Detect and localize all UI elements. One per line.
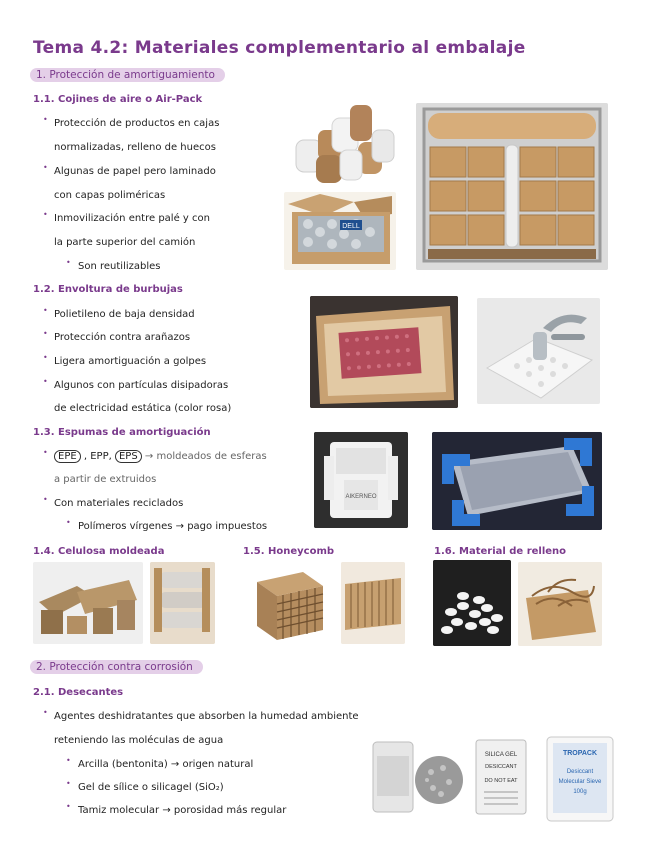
blue-foam-corners-image (432, 432, 602, 530)
subsection-1-2-heading: 1.2. Envoltura de burbujas (33, 284, 183, 295)
bullet-icon: • (43, 448, 48, 457)
text-line: Agentes deshidratantes que absorben la humedad ambiente (54, 711, 359, 722)
bullet-icon: • (66, 258, 71, 267)
pink-bubble-wrap-box-image (310, 296, 458, 408)
eps-label: EPS (115, 450, 142, 463)
truck-dunnage-bag-image (416, 103, 608, 270)
text-line: Ligera amortiguación a golpes (54, 356, 207, 367)
brand-label: TROPACK (562, 750, 598, 757)
bullet-icon: • (43, 329, 48, 338)
text-line: normalizadas, relleno de huecos (54, 142, 216, 153)
loose-fill-peanuts-image (433, 560, 511, 646)
bullet-icon: • (43, 115, 48, 124)
text-line: Protección contra arañazos (54, 332, 191, 343)
subsection-1-6-heading: 1.6. Material de relleno (434, 546, 567, 557)
text-line: Gel de sílice o silicagel (SiO₂) (78, 782, 224, 793)
bullet-icon: • (66, 802, 71, 811)
arrow-icon: → (144, 451, 154, 462)
sachet-label: Molecular Sieve (558, 779, 602, 785)
section-2-heading: 2. Protección contra corrosión (30, 660, 203, 674)
text-line: la parte superior del camión (54, 237, 196, 248)
bullet-icon: • (43, 210, 48, 219)
text-line: Protección de productos en cajas (54, 118, 220, 129)
text-line: Arcilla (bentonita) → origen natural (78, 759, 254, 770)
paper-fill-box-image (518, 562, 602, 646)
epp-label: EPP, (90, 451, 112, 462)
bubble-wrap-faucet-image (477, 298, 600, 404)
text-line: Inmovilización entre palé y con (54, 213, 210, 224)
text-line: Son reutilizables (78, 261, 161, 272)
bullet-icon: • (43, 353, 48, 362)
subsection-1-3-heading: 1.3. Espumas de amortiguación (33, 427, 211, 438)
bullet-icon: • (43, 306, 48, 315)
note-text-continued: a partir de extruidos (54, 474, 157, 485)
text-line: Polímeros vírgenes → pago impuestos (78, 521, 268, 532)
text-line: reteniendo las moléculas de agua (54, 735, 224, 746)
sachet-label: Desiccant (566, 769, 594, 775)
text-line: de electricidad estática (color rosa) (54, 403, 232, 414)
foam-label: AIKERNEO (345, 494, 377, 500)
bullet-icon: • (66, 779, 71, 788)
molecular-sieve-sachet-image (543, 733, 617, 825)
pulp-roll-packaging-image (150, 562, 215, 644)
eps-foam-block-image (314, 432, 408, 528)
sachet-label: SILICA GEL (484, 752, 518, 758)
subsection-2-1-heading: 2.1. Desecantes (33, 687, 124, 698)
bullet-icon: • (43, 495, 48, 504)
honeycomb-sheet-image (341, 562, 405, 644)
text-line: Con materiales reciclados (54, 498, 184, 509)
air-pillows-image (288, 100, 398, 188)
subsection-1-5-heading: 1.5. Honeycomb (243, 546, 335, 557)
bullet-icon: • (66, 518, 71, 527)
bentonite-clay-image (369, 734, 465, 820)
separator: , (83, 451, 88, 462)
honeycomb-cube-image (243, 562, 333, 644)
sachet-label: 100g (573, 789, 587, 795)
silica-gel-sachet-image (470, 734, 532, 820)
bullet-icon: • (66, 756, 71, 765)
bullet-icon: • (43, 377, 48, 386)
page-title: Tema 4.2: Materiales complementario al embalaje (33, 38, 526, 58)
text-line: Tamiz molecular → porosidad más regular (78, 805, 287, 816)
molded-pulp-image (33, 562, 143, 644)
text-line: Algunas de papel pero laminado (54, 166, 216, 177)
dell-label: DELL (342, 223, 360, 230)
bullet-icon: • (43, 708, 48, 717)
sachet-label: DO NOT EAT (484, 778, 518, 784)
air-cushion-box-image (284, 192, 396, 270)
text-line: Polietileno de baja densidad (54, 309, 195, 320)
note-text: moldeados de esferas (156, 451, 267, 462)
bullet-icon: • (43, 163, 48, 172)
epe-label: EPE (54, 450, 81, 463)
text-line: Algunos con partículas disipadoras (54, 380, 229, 391)
subsection-1-1-heading: 1.1. Cojines de aire o Air-Pack (33, 94, 203, 105)
text-line: con capas poliméricas (54, 190, 166, 201)
section-1-heading: 1. Protección de amortiguamiento (30, 68, 225, 82)
subsection-1-4-heading: 1.4. Celulosa moldeada (33, 546, 165, 557)
sachet-label: DESICCANT (485, 764, 517, 770)
foam-types-line (54, 451, 267, 462)
